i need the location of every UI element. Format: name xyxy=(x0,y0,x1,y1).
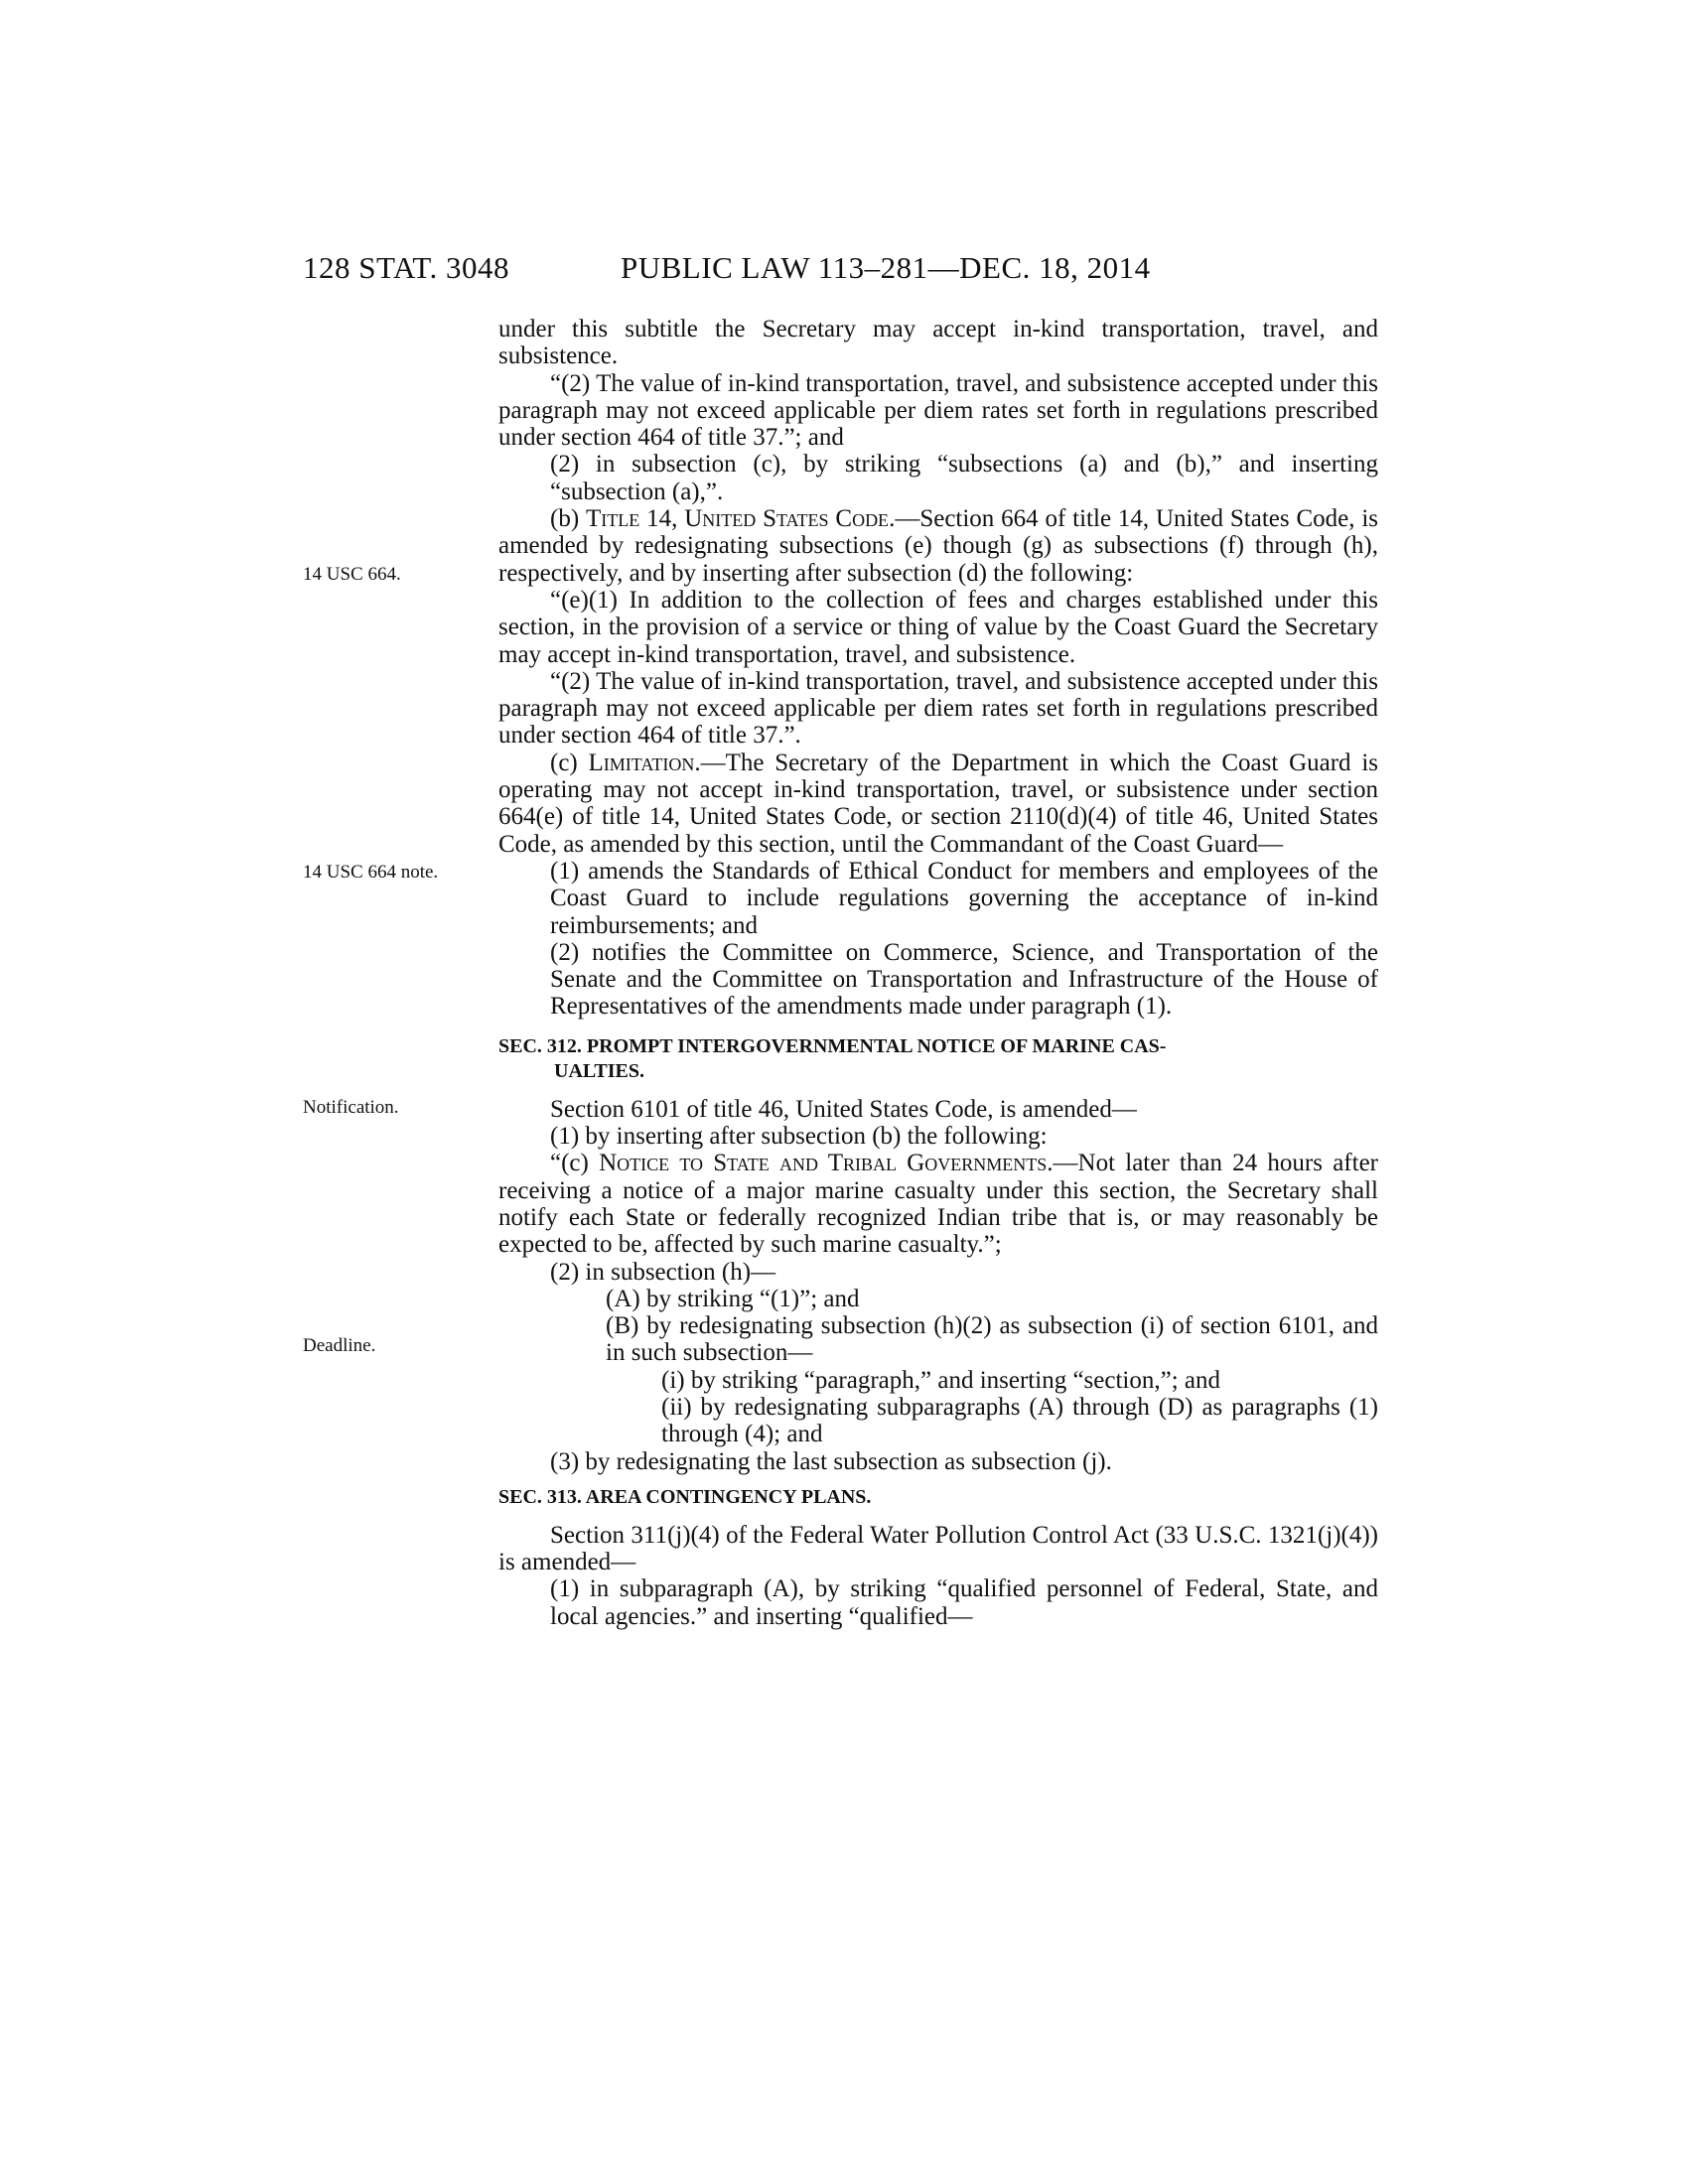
subsection-b xyxy=(498,505,1378,587)
subsection-label: (b) xyxy=(550,505,586,533)
subsection-heading: Notice to State and Tribal Governments xyxy=(599,1150,1048,1177)
paragraph: under this subtitle the Secretary may accept in-kind transportation, travel, and subsistence. xyxy=(498,316,1378,370)
subsection-c-notice xyxy=(498,1150,1378,1258)
section-313-heading: SEC. 313. AREA CONTINGENCY PLANS. xyxy=(498,1485,872,1508)
paragraph: (B) by redesignating subsection (h)(2) as subsection (i) of section 6101, and in such subsection— xyxy=(606,1312,1378,1367)
paragraph: (2) notifies the Committee on Commerce, Science, and Transportation of the Senate and the Committee on Transportation and Infrastructure of the House of Representatives of the amendments made under paragraph (1). xyxy=(550,938,1378,1021)
paragraph: (2) in subsection (c), by striking “subsections (a) and (b),” and inserting “subsection (a),”. xyxy=(550,451,1378,505)
margin-note-14-usc-664-note: 14 USC 664 note. xyxy=(303,862,439,883)
margin-note-14-usc-664: 14 USC 664. xyxy=(303,564,401,585)
subsection-text: .—Not later than 24 hours after receiving a notice of a major marine casualty under this section, the Secretary shall notify each State or federally recognized Indian tribe that is, or may reasonably be expected to be, affected by such marine casualty.”; xyxy=(498,1150,1378,1259)
paragraph: (1) amends the Standards of Ethical Conduct for members and employees of the Coast Guard to include regulations governing the acceptance of in-kind reimbursements; and xyxy=(550,857,1378,939)
paragraph: (A) by striking “(1)”; and xyxy=(606,1285,860,1312)
subsection-text: .—The Secretary of the Department in which the Coast Guard is operating may not accept in-kind transportation, travel, or subsistence under section 664(e) of title 14, United States Code, or section 2110(d)(4) of title 46, United States Code, as amended by this section, until the Commandant of the Coast Guard— xyxy=(498,749,1378,858)
paragraph: Section 6101 of title 46, United States Code, is amended— xyxy=(550,1095,1137,1123)
page-body xyxy=(498,316,1378,1630)
paragraph: “(2) The value of in-kind transportation, travel, and subsistence accepted under this paragraph may not exceed applicable per diem rates set forth in regulations prescribed under section 464 of title 37.”; and xyxy=(498,369,1378,452)
paragraph: (2) in subsection (h)— xyxy=(550,1258,776,1286)
subsection-text: .—Section 664 of title 14, United States Code, is amended by redesignating subsections (e) though (g) as subsections (f) through (h), respectively, and by inserting after subsection (d) the following: xyxy=(498,505,1378,587)
running-title: PUBLIC LAW 113–281—DEC. 18, 2014 xyxy=(621,250,1151,285)
paragraph: “(2) The value of in-kind transportation, travel, and subsistence accepted under this paragraph may not exceed applicable per diem rates set forth in regulations prescribed under section 464 of title 37.”. xyxy=(498,667,1378,750)
subsection-heading: Limitation xyxy=(588,749,695,776)
section-heading-line: UALTIES. xyxy=(554,1059,644,1082)
subsection-c xyxy=(498,750,1378,858)
paragraph: (3) by redesignating the last subsection as subsection (j). xyxy=(550,1447,1112,1475)
paragraph: “(e)(1) In addition to the collection of fees and charges established under this section, in the provision of a service or thing of value by the Coast Guard the Secretary may accept in-kind transportation, travel, and subsistence. xyxy=(498,586,1378,668)
subsection-label: “(c) xyxy=(550,1150,600,1177)
subsection-label: (c) xyxy=(550,749,589,776)
section-heading-line: SEC. 312. PROMPT INTERGOVERNMENTAL NOTICE OF MARINE CAS- xyxy=(498,1034,1167,1057)
paragraph: (1) in subparagraph (A), by striking “qualified personnel of Federal, State, and local agencies.” and inserting “qualified— xyxy=(550,1575,1378,1630)
paragraph: (1) by inserting after subsection (b) the following: xyxy=(550,1123,1048,1151)
margin-note-notification: Notification. xyxy=(303,1097,399,1118)
stat-page-number: 128 STAT. 3048 xyxy=(303,250,510,285)
subsection-heading: Title 14, United States Code xyxy=(586,505,890,533)
margin-note-deadline: Deadline. xyxy=(303,1335,376,1356)
paragraph: Section 311(j)(4) of the Federal Water Pollution Control Act (33 U.S.C. 1321(j)(4)) is amended— xyxy=(498,1521,1378,1576)
section-312-heading xyxy=(498,1034,1378,1084)
paragraph: (i) by striking “paragraph,” and inserting “section,”; and xyxy=(661,1366,1221,1394)
paragraph: (ii) by redesignating subparagraphs (A) through (D) as paragraphs (1) through (4); and xyxy=(661,1393,1378,1448)
